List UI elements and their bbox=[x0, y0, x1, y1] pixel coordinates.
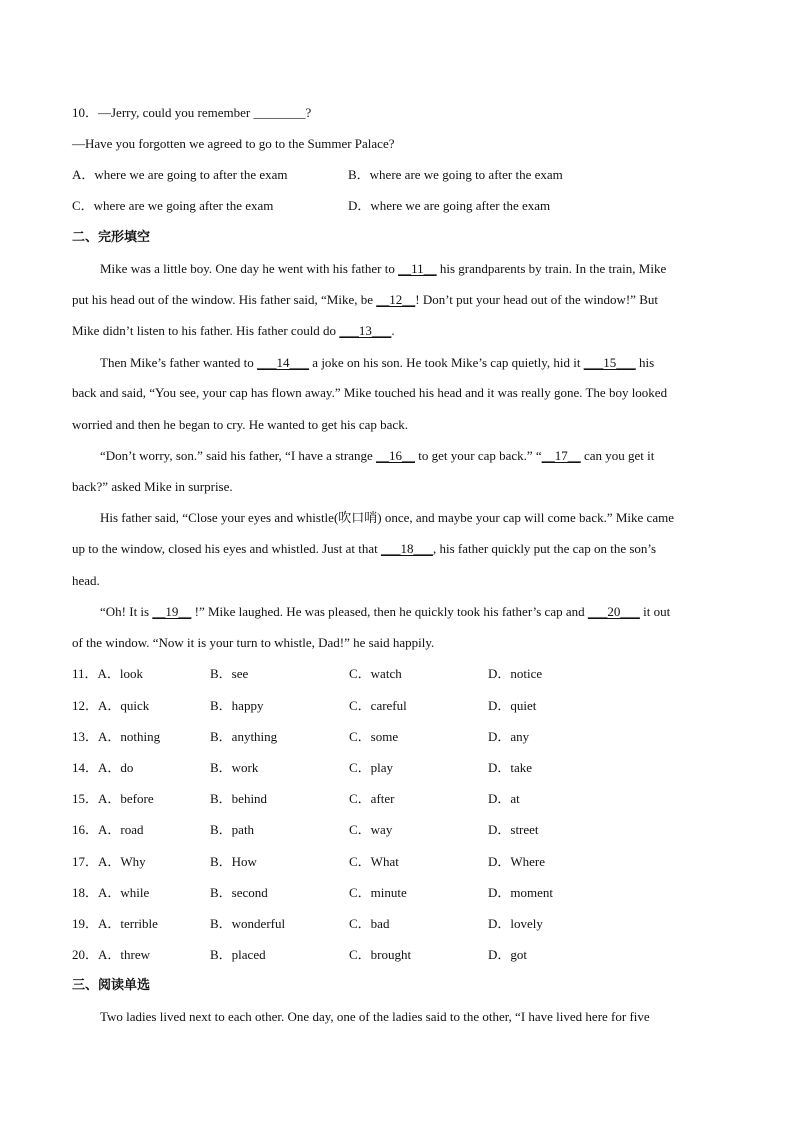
blank-19: __19__ bbox=[152, 604, 192, 619]
passage-text: to get your cap back.” “ bbox=[415, 448, 542, 463]
answer-option: D．lovely bbox=[488, 916, 543, 931]
answer-option: D．notice bbox=[488, 666, 543, 681]
passage-line: back?” asked Mike in surprise. bbox=[72, 479, 233, 494]
passage-text: it out bbox=[639, 604, 671, 619]
question-10-reply: —Have you forgotten we agreed to go to the Summer Palace? bbox=[72, 136, 395, 151]
passage-line bbox=[100, 448, 654, 464]
passage-line: His father said, “Close your eyes and whistle(吹口哨) once, and maybe your cap will come back.” Mike came bbox=[100, 510, 674, 525]
passage-text: , his father quickly put the cap on the son’s bbox=[432, 541, 657, 556]
passage-line bbox=[100, 261, 666, 277]
blank-20: ___20___ bbox=[587, 604, 640, 619]
passage-line bbox=[100, 355, 654, 371]
answer-option: D．Where bbox=[488, 854, 546, 869]
passage-text: Then Mike’s father wanted to bbox=[100, 355, 258, 370]
answer-option: C．way bbox=[349, 822, 393, 837]
answer-option: D．quiet bbox=[488, 698, 537, 713]
passage-line: back and said, “You see, your cap has flown away.” Mike touched his head and it was really gone. The boy looked bbox=[72, 385, 668, 400]
answer-option: B．see bbox=[210, 666, 249, 681]
passage-line bbox=[72, 292, 658, 308]
answer-option: C．What bbox=[349, 854, 399, 869]
passage-line: of the window. “Now it is your turn to whistle, Dad!” he said happily. bbox=[72, 635, 435, 650]
answer-option: D．at bbox=[488, 791, 520, 806]
answer-option: C．brought bbox=[349, 947, 412, 962]
q10-option-b: B．where are we going to after the exam bbox=[348, 167, 563, 182]
passage-text: a joke on his son. He took Mike’s cap quietly, hid it bbox=[309, 355, 584, 370]
blank-14: ___14___ bbox=[257, 355, 310, 370]
answer-option: 14．A．do bbox=[72, 760, 134, 775]
passage-text: . bbox=[391, 323, 395, 338]
answer-option: C．some bbox=[349, 729, 399, 744]
answer-option: C．careful bbox=[349, 698, 407, 713]
answer-option: B．anything bbox=[210, 729, 278, 744]
blank-13: ___13___ bbox=[339, 323, 392, 338]
passage-text: his grandparents by train. In the train, Mike bbox=[436, 261, 667, 276]
answer-option: B．placed bbox=[210, 947, 266, 962]
answer-option: D．got bbox=[488, 947, 528, 962]
answer-option: 16．A．road bbox=[72, 822, 144, 837]
answer-option: B．second bbox=[210, 885, 268, 900]
section-title-reading: 三、阅读单选 bbox=[72, 978, 151, 993]
reading-line: Two ladies lived next to each other. One day, one of the ladies said to the other, “I have lived here for five bbox=[100, 1009, 650, 1024]
blank-11: __11__ bbox=[398, 261, 437, 276]
passage-text: “Oh! It is bbox=[100, 604, 153, 619]
passage-text: his bbox=[635, 355, 655, 370]
answer-option: D．moment bbox=[488, 885, 553, 900]
passage-text: “Don’t worry, son.” said his father, “I have a strange bbox=[100, 448, 376, 463]
answer-option: 12．A．quick bbox=[72, 698, 150, 713]
answer-option: 15．A．before bbox=[72, 791, 154, 806]
answer-option: B．wonderful bbox=[210, 916, 286, 931]
answer-option: B．behind bbox=[210, 791, 268, 806]
answer-option: D．take bbox=[488, 760, 533, 775]
answer-option: B．How bbox=[210, 854, 257, 869]
passage-line bbox=[72, 323, 395, 339]
q10-option-d: D．where we are going after the exam bbox=[348, 198, 551, 213]
question-10-stem: 10．—Jerry, could you remember ________? bbox=[72, 105, 312, 120]
passage-text: !” Mike laughed. He was pleased, then he quickly took his father’s cap and bbox=[191, 604, 588, 619]
answer-option: C．play bbox=[349, 760, 394, 775]
answer-option: C．bad bbox=[349, 916, 390, 931]
answer-option: C．minute bbox=[349, 885, 407, 900]
answer-option: C．after bbox=[349, 791, 395, 806]
passage-line: worried and then he began to cry. He wanted to get his cap back. bbox=[72, 417, 408, 432]
answer-option: C．watch bbox=[349, 666, 402, 681]
passage-text: can you get it bbox=[580, 448, 655, 463]
answer-option: 20．A．threw bbox=[72, 947, 150, 962]
passage-text: up to the window, closed his eyes and whistled. Just at that bbox=[72, 541, 381, 556]
passage-line bbox=[100, 604, 670, 620]
section-title-cloze: 二、完形填空 bbox=[72, 230, 151, 245]
blank-18: ___18___ bbox=[380, 541, 433, 556]
answer-option: 13．A．nothing bbox=[72, 729, 161, 744]
passage-text: put his head out of the window. His father said, “Mike, be bbox=[72, 292, 377, 307]
passage-text: ! Don’t put your head out of the window!” But bbox=[415, 292, 658, 307]
answer-option: B．happy bbox=[210, 698, 264, 713]
answer-option: D．any bbox=[488, 729, 530, 744]
q10-option-a: A．where we are going to after the exam bbox=[72, 167, 288, 182]
blank-15: ___15___ bbox=[583, 355, 636, 370]
passage-text: Mike didn’t listen to his father. His father could do bbox=[72, 323, 340, 338]
q10-option-c: C．where are we going after the exam bbox=[72, 198, 274, 213]
passage-text: Mike was a little boy. One day he went with his father to bbox=[100, 261, 399, 276]
blank-17: __17__ bbox=[541, 448, 581, 463]
answer-option: B．work bbox=[210, 760, 259, 775]
answer-option: 17．A．Why bbox=[72, 854, 146, 869]
answer-option: 19．A．terrible bbox=[72, 916, 158, 931]
passage-line: head. bbox=[72, 573, 100, 588]
blank-12: __12__ bbox=[376, 292, 416, 307]
blank-16: __16__ bbox=[376, 448, 415, 463]
answer-option: B．path bbox=[210, 822, 255, 837]
answer-option: 11．A．look bbox=[72, 666, 144, 681]
answer-option: 18．A．while bbox=[72, 885, 150, 900]
answer-option: D．street bbox=[488, 822, 539, 837]
passage-line bbox=[72, 541, 656, 557]
